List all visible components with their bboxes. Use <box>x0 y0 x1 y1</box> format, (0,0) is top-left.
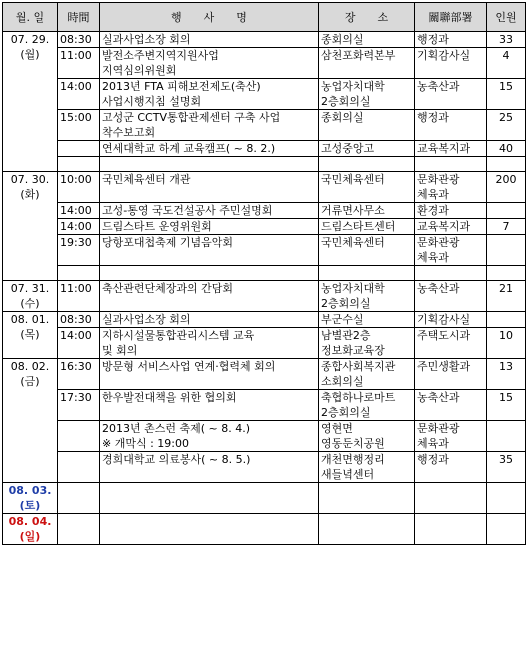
table-row <box>3 312 526 328</box>
event-cell-line: 지하시설물통합관리시스템 교육 <box>102 329 255 342</box>
dept-cell-line: 교육복지과 <box>417 142 471 155</box>
event-cell-line: 고성군 CCTV통합관제센터 구축 사업 <box>102 111 281 124</box>
time-cell: 14:00 <box>58 328 100 359</box>
place-cell <box>319 141 415 157</box>
count-cell: 7 <box>487 219 526 235</box>
dept-cell-line: 행정과 <box>417 33 449 46</box>
event-cell-line: ※ 개막식 : 19:00 <box>102 437 189 450</box>
place-cell-line: 2층회의실 <box>321 406 371 419</box>
table-row <box>3 266 526 281</box>
time-cell: 08:30 <box>58 32 100 48</box>
dept-cell-line: 농축산과 <box>417 282 460 295</box>
header-count: 인원 <box>487 3 526 32</box>
place-cell <box>319 48 415 79</box>
event-cell-line: 드림스타트 운영위원회 <box>102 220 212 233</box>
dept-cell <box>415 312 487 328</box>
count-cell <box>487 514 526 545</box>
table-row <box>3 421 526 452</box>
table-row <box>3 514 526 545</box>
place-cell <box>319 328 415 359</box>
time-cell <box>58 157 100 172</box>
dept-cell-line: 환경과 <box>417 204 449 217</box>
count-cell: 4 <box>487 48 526 79</box>
event-cell-line: 사업시행지침 설명회 <box>102 95 202 108</box>
date-line: 08. 03. <box>8 484 52 497</box>
event-cell <box>100 328 319 359</box>
dept-cell <box>415 32 487 48</box>
dept-cell-line: 체육과 <box>417 251 449 264</box>
header-place: 장 소 <box>319 3 415 32</box>
dept-cell <box>415 219 487 235</box>
count-cell: 10 <box>487 328 526 359</box>
place-cell <box>319 281 415 312</box>
place-cell-line: 2층회의실 <box>321 95 371 108</box>
dept-cell-line: 문화관광 <box>417 236 460 249</box>
event-cell <box>100 32 319 48</box>
count-cell: 35 <box>487 452 526 483</box>
place-cell <box>319 390 415 421</box>
place-cell-line: 부군수실 <box>321 313 364 326</box>
time-cell <box>58 421 100 452</box>
place-cell <box>319 514 415 545</box>
table-row <box>3 172 526 203</box>
event-cell-line: 발전소주변지역지원사업 <box>102 49 219 62</box>
dept-cell <box>415 48 487 79</box>
dept-cell <box>415 110 487 141</box>
count-cell <box>487 312 526 328</box>
place-cell-line: 개천면행정리 <box>321 453 385 466</box>
time-cell: 16:30 <box>58 359 100 390</box>
date-line: 08. 02. <box>10 360 50 373</box>
place-cell <box>319 452 415 483</box>
time-cell: 17:30 <box>58 390 100 421</box>
dept-cell-line: 주민생활과 <box>417 360 471 373</box>
date-cell <box>3 483 58 514</box>
dept-cell-line: 행정과 <box>417 111 449 124</box>
time-cell: 14:00 <box>58 79 100 110</box>
dept-cell <box>415 235 487 266</box>
count-cell <box>487 421 526 452</box>
dept-cell <box>415 141 487 157</box>
dept-cell <box>415 172 487 203</box>
count-cell: 15 <box>487 390 526 421</box>
dept-cell <box>415 359 487 390</box>
count-cell: 15 <box>487 79 526 110</box>
time-cell <box>58 483 100 514</box>
event-cell <box>100 452 319 483</box>
table-row <box>3 390 526 421</box>
dept-cell-line: 농축산과 <box>417 80 460 93</box>
event-cell <box>100 421 319 452</box>
dept-cell-line: 문화관광 <box>417 422 460 435</box>
event-cell <box>100 312 319 328</box>
event-cell-line: 연세대학교 하계 교육캠프( ~ 8. 2.) <box>102 142 276 155</box>
place-cell-line: 거류면사무소 <box>321 204 385 217</box>
event-cell <box>100 514 319 545</box>
place-cell <box>319 235 415 266</box>
time-cell <box>58 266 100 281</box>
event-cell <box>100 281 319 312</box>
date-line: (금) <box>20 375 40 388</box>
place-cell-line: 남별관2층 <box>321 329 371 342</box>
dept-cell <box>415 421 487 452</box>
date-cell <box>3 172 58 281</box>
dept-cell-line: 체육과 <box>417 437 449 450</box>
event-cell <box>100 141 319 157</box>
event-cell-line: 및 회의 <box>102 344 138 357</box>
event-cell <box>100 390 319 421</box>
date-line: (일) <box>19 530 41 543</box>
table-row <box>3 219 526 235</box>
place-cell <box>319 157 415 172</box>
dept-cell <box>415 203 487 219</box>
event-cell-line: 당항포대첩축제 기념음악회 <box>102 236 234 249</box>
place-cell <box>319 483 415 514</box>
table-row <box>3 141 526 157</box>
place-cell-line: 드림스타트센터 <box>321 220 396 233</box>
header-date: 월. 일 <box>3 3 58 32</box>
place-cell-line: 축협하나로마트 <box>321 391 396 404</box>
place-cell <box>319 79 415 110</box>
dept-cell <box>415 514 487 545</box>
event-cell <box>100 79 319 110</box>
table-row <box>3 281 526 312</box>
count-cell: 25 <box>487 110 526 141</box>
count-cell <box>487 157 526 172</box>
time-cell <box>58 141 100 157</box>
time-cell <box>58 452 100 483</box>
date-line: 07. 29. <box>10 33 50 46</box>
header-event: 행 사 명 <box>100 3 319 32</box>
event-cell-line: 경희대학교 의료봉사( ~ 8. 5.) <box>102 453 251 466</box>
place-cell <box>319 359 415 390</box>
place-cell-line: 농업자치대학 <box>321 282 385 295</box>
count-cell <box>487 483 526 514</box>
dept-cell <box>415 157 487 172</box>
event-cell <box>100 110 319 141</box>
header-dept: 關聯部署 <box>415 3 487 32</box>
event-cell-line: 방문형 서비스사업 연계·협력체 회의 <box>102 360 276 373</box>
dept-cell-line: 교육복지과 <box>417 220 471 233</box>
dept-cell-line: 기획감사실 <box>417 49 471 62</box>
event-cell-line: 축산관련단체장과의 간담회 <box>102 282 234 295</box>
table-row <box>3 359 526 390</box>
time-cell: 10:00 <box>58 172 100 203</box>
time-cell: 08:30 <box>58 312 100 328</box>
schedule-body <box>3 32 526 545</box>
table-row <box>3 235 526 266</box>
place-cell-line: 영현면 <box>321 422 353 435</box>
dept-cell <box>415 452 487 483</box>
event-cell <box>100 48 319 79</box>
event-cell-line: 국민체육센터 개관 <box>102 173 191 186</box>
event-cell-line: 2013년 FTA 피해보전제도(축산) <box>102 80 261 93</box>
event-cell-line: 고성-통영 국도건설공사 주민설명회 <box>102 204 273 217</box>
table-row <box>3 452 526 483</box>
place-cell <box>319 219 415 235</box>
count-cell: 200 <box>487 172 526 203</box>
date-line: (화) <box>20 188 40 201</box>
event-cell <box>100 219 319 235</box>
time-cell: 19:30 <box>58 235 100 266</box>
header-row <box>3 3 526 32</box>
place-cell <box>319 312 415 328</box>
place-cell-line: 농업자치대학 <box>321 80 385 93</box>
place-cell <box>319 172 415 203</box>
dept-cell-line: 행정과 <box>417 453 449 466</box>
place-cell <box>319 110 415 141</box>
dept-cell <box>415 328 487 359</box>
schedule-table <box>2 2 526 545</box>
table-row <box>3 79 526 110</box>
time-cell: 11:00 <box>58 48 100 79</box>
place-cell-line: 소회의실 <box>321 375 364 388</box>
event-cell <box>100 266 319 281</box>
place-cell-line: 국민체육센터 <box>321 236 385 249</box>
date-line: 07. 31. <box>10 282 50 295</box>
date-cell <box>3 359 58 483</box>
event-cell <box>100 235 319 266</box>
date-cell <box>3 32 58 172</box>
place-cell-line: 종회의실 <box>321 111 364 124</box>
event-cell-line: 실과사업소장 회의 <box>102 33 191 46</box>
count-cell: 13 <box>487 359 526 390</box>
place-cell <box>319 203 415 219</box>
dept-cell-line: 주택도시과 <box>417 329 471 342</box>
place-cell-line: 국민체육센터 <box>321 173 385 186</box>
time-cell: 11:00 <box>58 281 100 312</box>
dept-cell <box>415 79 487 110</box>
place-cell-line: 종회의실 <box>321 33 364 46</box>
date-line: (월) <box>20 48 40 61</box>
place-cell <box>319 32 415 48</box>
place-cell-line: 종합사회복지관 <box>321 360 396 373</box>
event-cell-line: 실과사업소장 회의 <box>102 313 191 326</box>
date-cell <box>3 281 58 312</box>
date-line: 07. 30. <box>10 173 50 186</box>
count-cell: 33 <box>487 32 526 48</box>
time-cell <box>58 514 100 545</box>
table-row <box>3 48 526 79</box>
table-row <box>3 203 526 219</box>
dept-cell-line: 체육과 <box>417 188 449 201</box>
table-row <box>3 157 526 172</box>
count-cell: 40 <box>487 141 526 157</box>
time-cell: 15:00 <box>58 110 100 141</box>
dept-cell <box>415 483 487 514</box>
table-row <box>3 483 526 514</box>
header-time: 時間 <box>58 3 100 32</box>
event-cell <box>100 157 319 172</box>
date-line: 08. 04. <box>8 515 52 528</box>
dept-cell-line: 문화관광 <box>417 173 460 186</box>
date-cell <box>3 312 58 359</box>
dept-cell <box>415 266 487 281</box>
event-cell-line: 한우발전대책을 위한 협의회 <box>102 391 237 404</box>
place-cell-line: 새들녘센터 <box>321 468 375 481</box>
time-cell: 14:00 <box>58 203 100 219</box>
count-cell <box>487 266 526 281</box>
date-line: (토) <box>19 499 41 512</box>
place-cell <box>319 266 415 281</box>
time-cell: 14:00 <box>58 219 100 235</box>
table-row <box>3 32 526 48</box>
place-cell-line: 정보화교육장 <box>321 344 385 357</box>
place-cell-line: 삼천포화력본부 <box>321 49 396 62</box>
date-line: (수) <box>20 297 40 310</box>
event-cell-line: 지역심의위원회 <box>102 64 177 77</box>
dept-cell <box>415 281 487 312</box>
date-line: (목) <box>20 328 40 341</box>
dept-cell-line: 농축산과 <box>417 391 460 404</box>
event-cell <box>100 359 319 390</box>
count-cell: 21 <box>487 281 526 312</box>
event-cell <box>100 172 319 203</box>
place-cell-line: 고성중앙고 <box>321 142 375 155</box>
date-cell <box>3 514 58 545</box>
event-cell <box>100 203 319 219</box>
place-cell <box>319 421 415 452</box>
place-cell-line: 2층회의실 <box>321 297 371 310</box>
dept-cell <box>415 390 487 421</box>
dept-cell-line: 기획감사실 <box>417 313 471 326</box>
event-cell <box>100 483 319 514</box>
date-line: 08. 01. <box>10 313 50 326</box>
count-cell <box>487 203 526 219</box>
table-row <box>3 328 526 359</box>
event-cell-line: 2013년 촌스런 축제( ~ 8. 4.) <box>102 422 251 435</box>
event-cell-line: 착수보고회 <box>102 126 156 139</box>
table-row <box>3 110 526 141</box>
place-cell-line: 영동둔치공원 <box>321 437 385 450</box>
count-cell <box>487 235 526 266</box>
